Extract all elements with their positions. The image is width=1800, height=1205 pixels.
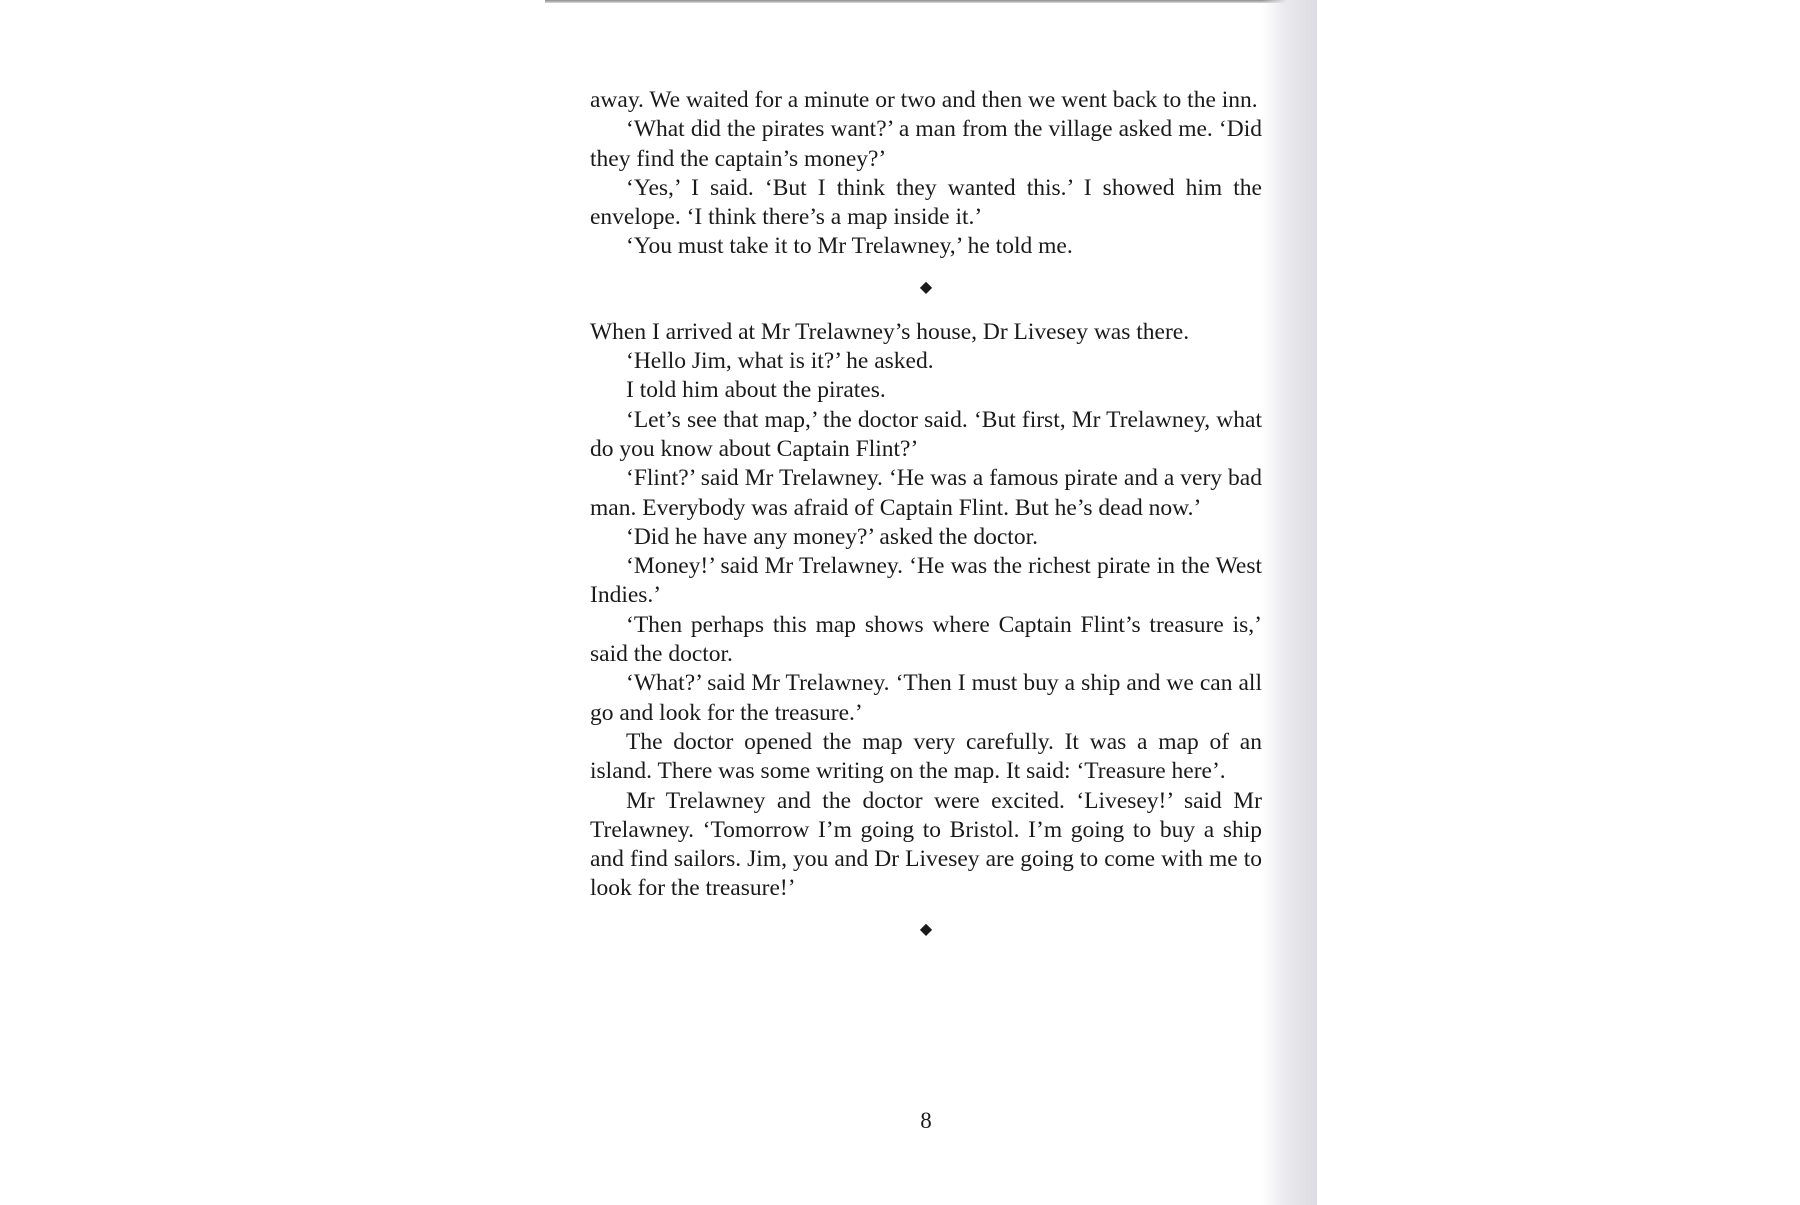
paragraph: away. We waited for a minute or two and then we went back to the inn.	[590, 87, 1258, 113]
paragraph: ‘Then perhaps this map shows where Captain Flint’s treasure is,’ said the doctor.	[590, 611, 1262, 668]
paragraph: ‘Money!’ said Mr Trelawney. ‘He was the richest pirate in the West Indies.’	[590, 553, 1262, 609]
page-top-edge	[545, 0, 1295, 3]
paragraph: The doctor opened the map very carefully. It was a map of an island. There was some writing on the map. It said: ‘Treasure here’.	[590, 728, 1262, 785]
paragraph: ‘Let’s see that map,’ the doctor said. ‘But first, Mr Trelawney, what do you know about Captain Flint?’	[590, 406, 1262, 462]
paragraph: I told him about the pirates.	[626, 377, 886, 404]
page-number: 8	[920, 1108, 932, 1133]
section-divider: ◆	[919, 920, 933, 938]
paragraph: ‘Yes,’ I said. ‘But I think they wanted this.’ I showed him the envelope. ‘I think there’s a map inside it.’	[590, 174, 1262, 231]
page-spine-shadow	[1262, 0, 1317, 1205]
paragraph: ‘Hello Jim, what is it?’ he asked.	[626, 348, 934, 375]
paragraph: ‘What did the pirates want?’ a man from the village asked me. ‘Did they find the captain’s money?’	[590, 116, 1262, 172]
paragraph: When I arrived at Mr Trelawney’s house, Dr Livesey was there.	[590, 318, 1190, 345]
paragraph: ‘What?’ said Mr Trelawney. ‘Then I must buy a ship and we can all go and look for the treasure.’	[590, 670, 1262, 726]
paragraph: ‘Flint?’ said Mr Trelawney. ‘He was a famous pirate and a very bad man. Everybody was afraid of Captain Flint. But he’s dead now.’	[590, 465, 1262, 521]
page-body-text	[590, 86, 1262, 960]
paragraph: ‘You must take it to Mr Trelawney,’ he told me.	[626, 233, 1073, 260]
paragraph: Mr Trelawney and the doctor were excited. ‘Livesey!’ said Mr Trelawney. ‘Tomorrow I’m going to Bristol. I’m going to buy a ship and find sailors. Jim, you and Dr Livesey are going to come with me to look for the treasure!’	[590, 787, 1262, 902]
paragraph: ‘Did he have any money?’ asked the doctor.	[626, 523, 1038, 550]
section-divider: ◆	[919, 278, 933, 296]
